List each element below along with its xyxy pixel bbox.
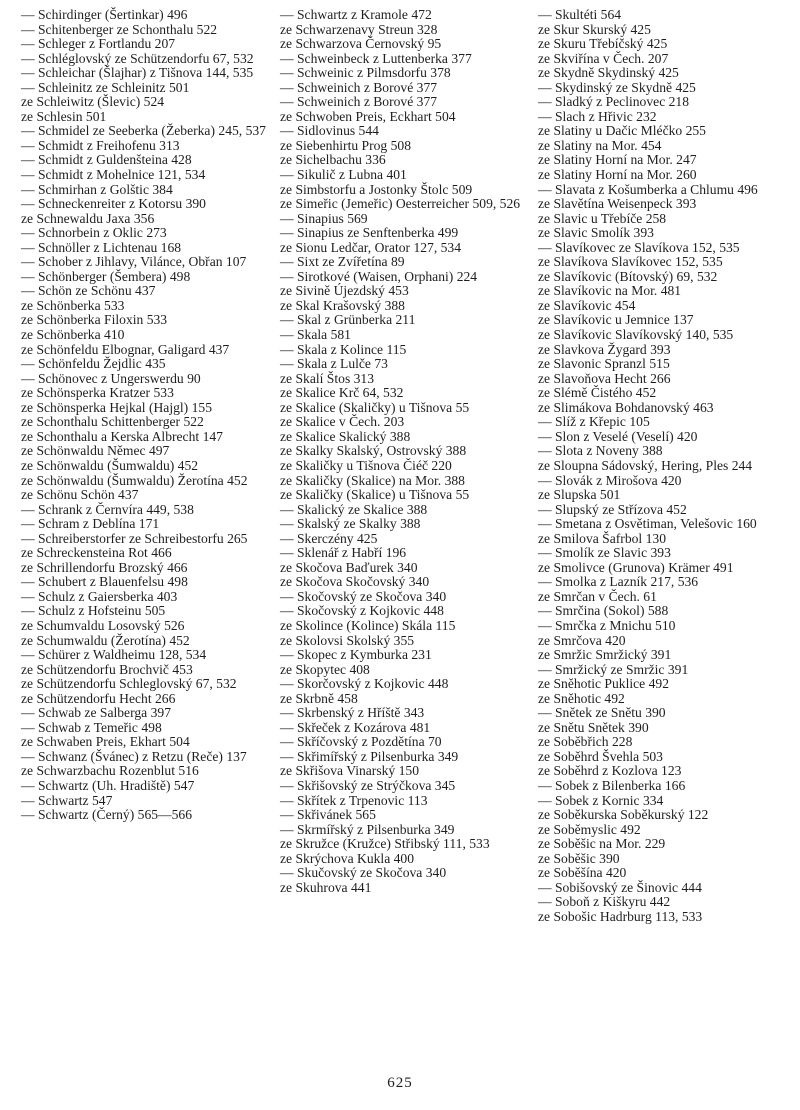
- index-entry: — Sladký z Peclinovec 218: [538, 94, 690, 110]
- index-entry: — Skydinský ze Skydně 425: [538, 79, 696, 95]
- index-entry: — Skřeček z Kozárova 481: [280, 719, 431, 735]
- index-entry: ze Soběšic na Mor. 229: [538, 836, 666, 852]
- index-entry: ze Schönberka Filoxin 533: [21, 312, 168, 328]
- index-entry: ze Schwoben Preis, Eckhart 504: [280, 108, 456, 124]
- index-entry: — Smržický ze Smržic 391: [538, 661, 689, 677]
- index-entry: ze Skrýchova Kukla 400: [280, 850, 415, 866]
- index-entry: ze Schwaben Preis, Ekhart 504: [21, 734, 190, 750]
- index-entry: ze Soběšic 390: [538, 850, 620, 866]
- index-entry: ze Smilova Šafrbol 130: [538, 530, 666, 546]
- index-entry: ze Sionu Ledčar, Orator 127, 534: [280, 239, 462, 255]
- index-entry: — Schön ze Schönu 437: [21, 283, 156, 299]
- index-entry: — Schönberger (Šembera) 498: [21, 268, 191, 284]
- index-entry: — Skalský ze Skalky 388: [280, 516, 421, 532]
- index-entry: ze Slatiny Horní na Mor. 247: [538, 152, 697, 168]
- index-entry: — Schleger z Fortlandu 207: [21, 36, 176, 52]
- index-entry: ze Skal Krašovský 388: [280, 297, 405, 313]
- index-entry: ze Smolivce (Grunova) Krämer 491: [538, 559, 734, 575]
- index-entry: — Schwartz (Uh. Hradiště) 547: [21, 777, 195, 793]
- index-entry: ze Skolovsi Skolský 355: [280, 632, 415, 648]
- index-entry: ze Sloupna Sádovský, Hering, Ples 244: [538, 457, 753, 473]
- index-entry: ze Skopytec 408: [280, 661, 370, 677]
- index-entry: — Soboň z Kiškyru 442: [538, 894, 671, 910]
- index-entry: — Schreiberstorfer ze Schreibestorfu 265: [21, 530, 248, 546]
- index-entry: — Skala z Kolince 115: [280, 341, 407, 357]
- index-entry: — Sobišovský ze Šinovic 444: [538, 879, 702, 895]
- index-entry: ze Slimákova Bohdanovský 463: [538, 399, 714, 415]
- index-entry: ze Schützendorfu Schleglovský 67, 532: [21, 676, 237, 692]
- index-entry: — Schléglovský ze Schützendorfu 67, 532: [21, 50, 254, 66]
- index-entry: — Slovák z Mirošova 420: [538, 472, 682, 488]
- index-entry: — Slon z Veselé (Veselí) 420: [538, 428, 698, 444]
- index-entry: ze Sichelbachu 336: [280, 152, 386, 168]
- index-entry: ze Skalice Skalický 388: [280, 428, 411, 444]
- index-entry: — Schitenberger ze Schonthalu 522: [21, 21, 218, 37]
- index-entry: ze Skružce (Kružce) Střibský 111, 533: [280, 836, 490, 852]
- index-entry: — Schrank z Černvíra 449, 538: [21, 501, 194, 517]
- index-entry: — Sobek z Kornic 334: [538, 792, 664, 808]
- index-entry: — Schweinich z Borové 377: [280, 94, 438, 110]
- index-entry: ze Schönwaldu (Šumwaldu) Žerotína 452: [21, 472, 248, 488]
- index-entry: — Skala z Lulče 73: [280, 356, 388, 372]
- index-entry: ze Schonthalu Schittenberger 522: [21, 414, 204, 430]
- index-entry: ze Schlesin 501: [21, 108, 107, 124]
- index-entry: ze Soběmyslic 492: [538, 821, 641, 837]
- index-entry: — Schram z Deblína 171: [21, 516, 160, 532]
- index-entry: ze Soběhrd Švehla 503: [538, 748, 663, 764]
- index-entry: — Skučovský ze Skočova 340: [280, 865, 447, 881]
- index-entry: ze Soběbřich 228: [538, 734, 633, 750]
- index-entry: — Schmirhan z Golštic 384: [21, 181, 173, 197]
- index-entry: ze Sněhotic 492: [538, 690, 625, 706]
- index-entry: — Skultéti 564: [538, 7, 622, 22]
- index-entry: ze Slupska 501: [538, 487, 621, 503]
- page-number: 625: [387, 1075, 413, 1091]
- index-entry: — Skala 581: [280, 327, 351, 343]
- index-entry: — Skřišovský ze Strýčkova 345: [280, 777, 456, 793]
- index-entry: ze Soběkurska Soběkurský 122: [538, 807, 709, 823]
- index-entry: — Schönfeldu Žejdlic 435: [21, 356, 166, 372]
- index-entry: — Schürer z Waldheimu 128, 534: [21, 647, 207, 663]
- index-entry: ze Slavoňova Hecht 266: [538, 370, 671, 386]
- index-entry: — Schweinich z Borové 377: [280, 79, 438, 95]
- index-entry: ze Schönsperka Kratzer 533: [21, 385, 174, 401]
- index-entry: ze Smržic Smržický 391: [538, 647, 672, 663]
- index-entry: — Smrčka z Mnichu 510: [538, 617, 676, 633]
- index-entry: — Schober z Jihlavy, Vilánce, Obřan 107: [21, 254, 247, 270]
- index-entry: — Smolík ze Slavic 393: [538, 545, 671, 561]
- index-entry: — Schulz z Hofsteinu 505: [21, 603, 166, 619]
- index-entry: ze Slavíkovic Slavíkovský 140, 535: [538, 327, 734, 343]
- index-column-middle: [280, 8, 526, 895]
- index-entry: ze Skaličky (Skalice) na Mor. 388: [280, 472, 465, 488]
- index-entry: — Slupský ze Střízova 452: [538, 501, 687, 517]
- index-entry: ze Schönsperka Hejkal (Hajgl) 155: [21, 399, 213, 415]
- index-entry: ze Slavětína Weisenpeck 393: [538, 196, 697, 212]
- index-entry: — Schleinitz ze Schleinitz 501: [21, 79, 190, 95]
- index-entry: — Smetana z Osvětiman, Velešovic 160: [538, 516, 757, 532]
- index-entry: ze Schrillendorfu Brozský 466: [21, 559, 188, 575]
- index-entry: — Schmidt z Guldenšteina 428: [21, 152, 192, 168]
- index-entry: — Schwab ze Salberga 397: [21, 705, 171, 721]
- index-entry: — Skočovský ze Skočova 340: [280, 588, 447, 604]
- index-entry: — Sirotkové (Waisen, Orphani) 224: [280, 268, 478, 284]
- index-entry: ze Skrbně 458: [280, 690, 358, 706]
- index-entry: — Schmidt z Mohelnice 121, 534: [21, 167, 206, 183]
- index-entry: — Smrčina (Sokol) 588: [538, 603, 669, 619]
- index-entry: — Skřimířský z Pilsenburka 349: [280, 748, 459, 764]
- index-entry: — Schulz z Gaiersberka 403: [21, 588, 178, 604]
- index-entry: — Schwartz (Černý) 565—566: [21, 807, 193, 823]
- index-entry: — Schnorbein z Oklic 273: [21, 225, 167, 241]
- index-entry: — Schneckenreiter z Kotorsu 390: [21, 196, 206, 212]
- index-entry: — Schwanz (Švánec) z Retzu (Reče) 137: [21, 748, 247, 764]
- index-entry: — Sklenář z Habří 196: [280, 545, 407, 561]
- index-entry: ze Smrčova 420: [538, 632, 626, 648]
- index-entry: ze Soběšína 420: [538, 865, 627, 881]
- index-entry: ze Schumvaldu Losovský 526: [21, 617, 185, 633]
- index-entry: — Schirdinger (Šertinkar) 496: [21, 7, 188, 22]
- index-column-left: [21, 8, 267, 823]
- index-entry: ze Schönfeldu Elbognar, Galigard 437: [21, 341, 230, 357]
- index-column-right: [538, 8, 784, 924]
- index-entry: ze Simbstorfu a Jostonky Štolc 509: [280, 181, 473, 197]
- index-entry: — Snětek ze Snětu 390: [538, 705, 666, 721]
- index-entry: — Sidlovinus 544: [280, 123, 379, 139]
- index-entry: — Schnöller z Lichtenau 168: [21, 239, 182, 255]
- index-entry: ze Slatiny u Dačic Mléčko 255: [538, 123, 706, 139]
- index-entry: — Slavata z Košumberka a Chlumu 496: [538, 181, 758, 197]
- index-entry: ze Skočova Skočovský 340: [280, 574, 430, 590]
- index-entry: ze Schönwaldu Němec 497: [21, 443, 170, 459]
- index-entry: — Schmidel ze Seeberka (Žeberka) 245, 537: [21, 123, 266, 139]
- index-entry: — Schwartz 547: [21, 792, 113, 808]
- index-entry: ze Skalice Krč 64, 532: [280, 385, 404, 401]
- index-entry: ze Schützendorfu Brochvič 453: [21, 661, 193, 677]
- index-entry: — Smolka z Lazník 217, 536: [538, 574, 699, 590]
- index-entry: ze Schönberka 533: [21, 297, 125, 313]
- index-entry: ze Soběhrd z Kozlova 123: [538, 763, 682, 779]
- index-entry: — Skorčovský z Kojkovic 448: [280, 676, 449, 692]
- index-entry: ze Schönberka 410: [21, 327, 125, 343]
- index-entry: — Sikulič z Lubna 401: [280, 167, 407, 183]
- index-entry: ze Slatiny na Mor. 454: [538, 137, 662, 153]
- index-entry: ze Schwarzova Černovský 95: [280, 36, 442, 52]
- index-entry: — Slach z Hřivic 232: [538, 108, 657, 124]
- index-entry: — Skopec z Kymburka 231: [280, 647, 432, 663]
- index-entry: — Slíž z Křepic 105: [538, 414, 650, 430]
- index-entry: — Schwartz z Kramole 472: [280, 7, 432, 22]
- index-entry: ze Skaličky (Skalice) u Tišnova 55: [280, 487, 470, 503]
- index-entry: ze Schwarzbachu Rozenblut 516: [21, 763, 199, 779]
- index-entry: ze Schonthalu a Kerska Albrecht 147: [21, 428, 223, 444]
- index-entry: — Sobek z Bilenberka 166: [538, 777, 686, 793]
- index-entry: ze Siebenhirtu Prog 508: [280, 137, 412, 153]
- index-entry: — Skal z Grünberka 211: [280, 312, 416, 328]
- index-entry: — Sinapius ze Senftenberka 499: [280, 225, 459, 241]
- index-entry: ze Slatiny Horní na Mor. 260: [538, 167, 697, 183]
- index-entry: ze Slavíkovic (Bítovský) 69, 532: [538, 268, 718, 284]
- index-entry: ze Slavíkovic u Jemnice 137: [538, 312, 694, 328]
- index-entry: ze Skočova Baďurek 340: [280, 559, 418, 575]
- index-entry: — Schwab z Temeřic 498: [21, 719, 162, 735]
- index-entry: ze Slavonic Spranzl 515: [538, 356, 670, 372]
- index-entry: ze Slavkova Žygard 393: [538, 341, 671, 357]
- index-entry: ze Schumwaldu (Žerotína) 452: [21, 632, 190, 648]
- index-entry: ze Slavic u Třebíče 258: [538, 210, 667, 226]
- index-entry: ze Skur Skurský 425: [538, 21, 651, 37]
- index-entry: — Sixt ze Zvířetína 89: [280, 254, 405, 270]
- index-entry: — Schönovec z Ungerswerdu 90: [21, 370, 201, 386]
- index-entry: ze Skuru Třebíčský 425: [538, 36, 668, 52]
- index-entry: ze Simeřic (Jemeřic) Oesterreicher 509, 526: [280, 196, 521, 212]
- index-entry: ze Schnewaldu Jaxa 356: [21, 210, 155, 226]
- index-entry: ze Skřišova Vinarský 150: [280, 763, 420, 779]
- index-entry: — Schleichar (Šlajhar) z Tišnova 144, 535: [21, 65, 254, 81]
- index-entry: — Skrbenský z Hříště 343: [280, 705, 425, 721]
- index-entry: ze Slavic Smolík 393: [538, 225, 654, 241]
- index-entry: — Schweinic z Pilmsdorfu 378: [280, 65, 451, 81]
- index-entry: — Skříčovský z Pozdětína 70: [280, 734, 442, 750]
- index-entry: — Skřítek z Trpenovic 113: [280, 792, 428, 808]
- index-entry: ze Skolince (Kolince) Skála 115: [280, 617, 456, 633]
- index-entry: ze Schleiwitz (Šlevic) 524: [21, 94, 165, 110]
- index-entry: — Slavíkovec ze Slavíkova 152, 535: [538, 239, 740, 255]
- index-entry: — Skerczény 425: [280, 530, 378, 546]
- index-entry: — Skalický ze Skalice 388: [280, 501, 428, 517]
- index-entry: ze Schwarzenavy Streun 328: [280, 21, 438, 37]
- index-entry: ze Slémě Čistého 452: [538, 385, 657, 401]
- index-entry: ze Skydně Skydinský 425: [538, 65, 679, 81]
- index-entry: — Schweinbeck z Luttenberka 377: [280, 50, 472, 66]
- index-entry: — Slota z Noveny 388: [538, 443, 663, 459]
- index-entry: ze Skaličky u Tišnova Čiéč 220: [280, 457, 452, 473]
- index-entry: ze Skalice (Skaličky) u Tišnova 55: [280, 399, 470, 415]
- index-entry: ze Slavíkovic 454: [538, 297, 636, 313]
- index-entry: — Schmidt z Freihofenu 313: [21, 137, 180, 153]
- index-entry: — Skřivánek 565: [280, 807, 376, 823]
- index-entry: — Skočovský z Kojkovic 448: [280, 603, 444, 619]
- index-entry: — Schubert z Blauenfelsu 498: [21, 574, 188, 590]
- index-entry: ze Skviřína v Čech. 207: [538, 50, 669, 66]
- index-entry: ze Snětu Snětek 390: [538, 719, 649, 735]
- index-entry: ze Smrčan v Čech. 61: [538, 588, 657, 604]
- index-entry: ze Sobošic Hadrburg 113, 533: [538, 908, 703, 924]
- index-entry: ze Schönu Schön 437: [21, 487, 139, 503]
- index-entry: — Sinapius 569: [280, 210, 368, 226]
- index-entry: ze Schützendorfu Hecht 266: [21, 690, 176, 706]
- index-entry: ze Skalice v Čech. 203: [280, 414, 405, 430]
- index-entry: ze Slavíkovic na Mor. 481: [538, 283, 682, 299]
- index-entry: ze Skuhrova 441: [280, 879, 372, 895]
- index-entry: ze Skalí Štos 313: [280, 370, 375, 386]
- index-entry: ze Slavíkova Slavíkovec 152, 535: [538, 254, 723, 270]
- index-entry: ze Sivině Újezdský 453: [280, 283, 409, 299]
- index-entry: ze Schreckensteina Rot 466: [21, 545, 172, 561]
- index-entry: ze Skalky Skalský, Ostrovský 388: [280, 443, 467, 459]
- index-entry: ze Schönwaldu (Šumwaldu) 452: [21, 457, 199, 473]
- index-entry: ze Sněhotic Puklice 492: [538, 676, 669, 692]
- index-entry: — Skrmířský z Pilsenburka 349: [280, 821, 455, 837]
